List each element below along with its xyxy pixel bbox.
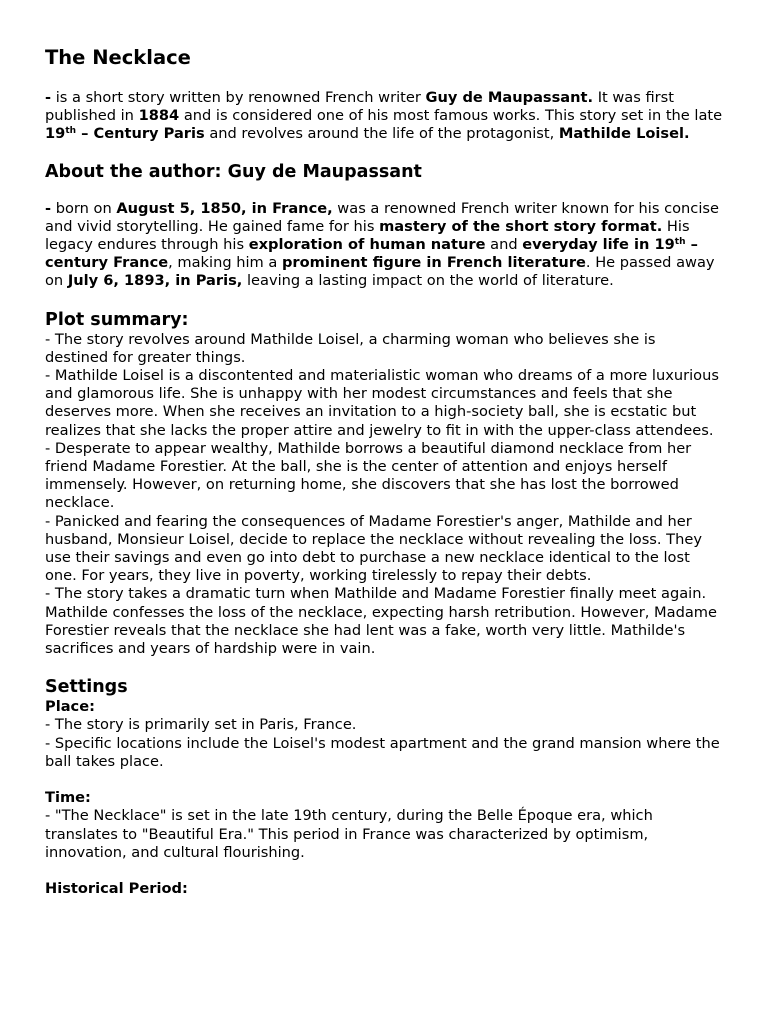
historical-period-label: Historical Period: (45, 879, 188, 897)
author-birth: August 5, 1850, in France, (116, 199, 333, 217)
intro-text-2: It was first published in (45, 89, 675, 125)
author-text-5: , making him a (168, 254, 282, 272)
intro-paragraph (45, 89, 723, 144)
time-label: Time: (45, 789, 91, 807)
author-paragraph (45, 200, 723, 291)
place-item: - Specific locations include the Loisel's modest apartment and the grand mansion where the ball takes place. (45, 734, 720, 770)
author-everyday-sup: th (674, 237, 686, 248)
plot-item: - Panicked and fearing the consequences of Madame Forestier's anger, Mathilde and her husband, Monsieur Loisel, decide to replace the necklace without revealing the loss. They use their savings and even go into debt to purchase a new necklace identical to the lost one. For years, they live in poverty, working tirelessly to repay their debts. (45, 512, 702, 585)
intro-text-4: and revolves around the life of the protagonist, (204, 125, 559, 143)
intro-protagonist: Mathilde Loisel. (558, 125, 690, 143)
author-text-6: . He passed away on (45, 254, 715, 290)
plot-item: - Desperate to appear wealthy, Mathilde borrows a beautiful diamond necklace from her friend Madame Forestier. At the ball, she is the center of attention and enjoys herself immensely. However, on returning home, she discovers that she has lost the borrowed necklace. (45, 439, 692, 512)
author-exploration: exploration of human nature (248, 236, 486, 254)
settings-heading: Settings (45, 677, 128, 698)
author-prominent: prominent figure in French literature (281, 254, 586, 272)
author-death: July 6, 1893, in Paris, (67, 272, 243, 290)
time-item: - "The Necklace" is set in the late 19th century, during the Belle Époque era, which translates to "Beautiful Era." This period in France was characterized by optimism, innovation, and cultural flourishing. (45, 807, 653, 861)
intro-text-1: is a short story written by renowned French writer (51, 89, 426, 106)
author-heading: About the author: Guy de Maupassant (45, 161, 422, 182)
author-dash: - (45, 199, 52, 217)
intro-century-sup: th (65, 126, 77, 137)
intro-year: 1884 (138, 107, 180, 125)
place-label: Place: (45, 698, 95, 716)
author-everyday-text: everyday life in 19 (522, 236, 675, 254)
author-text-2: was a renowned French writer known for his concise and vivid storytelling. He gained fame for his (45, 199, 719, 235)
place-item: - The story is primarily set in Paris, France. (45, 716, 357, 734)
author-text-7: leaving a lasting impact on the world of literature. (242, 272, 614, 290)
intro-text-3: and is considered one of his most famous works. This story set in the late (179, 107, 723, 125)
intro-dash: - (45, 89, 52, 106)
author-mastery: mastery of the short story format. (379, 217, 663, 235)
author-text-4: and (485, 236, 523, 254)
author-text-1: born on (51, 199, 117, 217)
plot-item: - The story takes a dramatic turn when Mathilde and Madame Forestier finally meet again. Mathilde confesses the loss of the necklace, expecting harsh retribution. However, Madame Forestier reveals that the necklace she had lent was a fake, worth very little. Mathilde's sacrifices and years of hardship were in vain. (45, 585, 717, 658)
intro-century-num: 19 (45, 125, 66, 143)
page-title: The Necklace (45, 46, 191, 69)
intro-century-rest: – Century Paris (76, 125, 205, 143)
intro-century (45, 125, 205, 142)
plot-item: - Mathilde Loisel is a discontented and materialistic woman who dreams of a more luxurious and glamorous life. She is unhappy with her modest circumstances and feels that she deserves more. When she receives an invitation to a high-society ball, she is ecstatic but realizes that she lacks the proper attire and jewelry to fit in with the upper-class attendees. (45, 367, 719, 439)
intro-author: Guy de Maupassant. (425, 89, 594, 106)
author-everyday-rest: – century France (45, 236, 698, 272)
author-text-3: His legacy endures through his (45, 217, 690, 254)
plot-heading: Plot summary: (45, 309, 189, 330)
plot-item: - The story revolves around Mathilde Loisel, a charming woman who believes she is destined for greater things. (45, 330, 656, 366)
